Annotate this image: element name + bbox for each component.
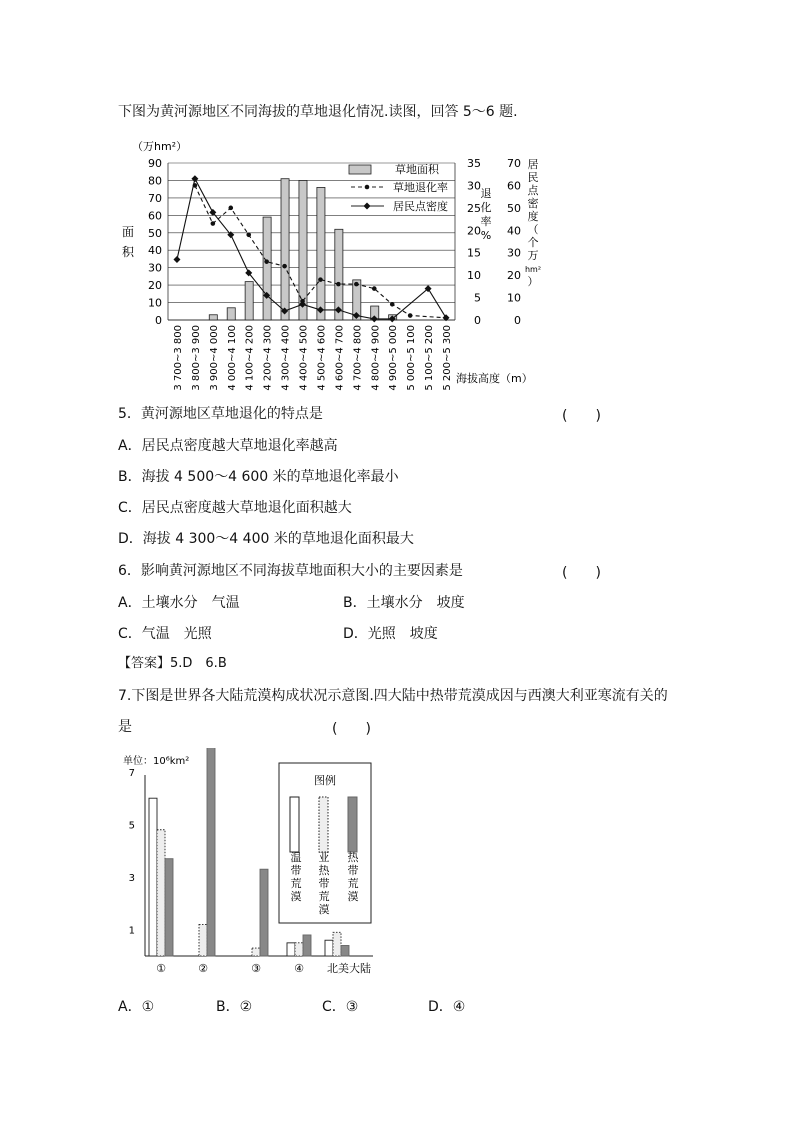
chart-desert-composition bbox=[118, 748, 388, 980]
legend-title: 图例 bbox=[314, 774, 336, 787]
r1-label-char: 退 bbox=[480, 187, 492, 200]
chart2-x-tick: 北美大陆 bbox=[327, 962, 371, 975]
degradation-rate-point bbox=[211, 221, 216, 226]
left-tick-label: 70 bbox=[148, 191, 162, 205]
right-tick-label: 50 bbox=[507, 201, 521, 215]
legend-label-char: 荒 bbox=[318, 890, 330, 903]
mid-tick-label: 0 bbox=[474, 314, 481, 327]
right-tick-label: 70 bbox=[507, 157, 521, 170]
x-tick-label: 4 500~4 600 bbox=[316, 325, 328, 391]
legend-label-char: 温 bbox=[290, 851, 302, 864]
q5-stem: 5．黄河源地区草地退化的特点是 bbox=[118, 406, 323, 422]
q7-stem-line1: 7.下图是世界各大陆荒漠构成状况示意图.四大陆中热带荒漠成因与西澳大利亚寒流有关的 bbox=[118, 688, 668, 704]
chart-grassland-degradation bbox=[118, 132, 548, 394]
bar-热带荒漠 bbox=[260, 869, 268, 956]
q6-option-c: C．气温 光照 bbox=[118, 626, 212, 642]
settlement-density-point bbox=[173, 256, 180, 263]
x-tick-label: 3 800~3 900 bbox=[190, 325, 202, 391]
q7-stem-line2: 是 bbox=[118, 719, 132, 735]
bar-亚热带荒漠 bbox=[157, 830, 165, 956]
settlement-density-point bbox=[191, 175, 198, 182]
right-tick-label: 10 bbox=[507, 291, 521, 305]
degradation-rate-point bbox=[390, 302, 395, 307]
q7-option-d: D．④ bbox=[428, 999, 466, 1015]
mid-tick-label: 10 bbox=[467, 269, 481, 283]
q5-paren: ( ) bbox=[562, 408, 601, 424]
bar-热带荒漠 bbox=[207, 748, 215, 956]
q6-paren: ( ) bbox=[562, 565, 601, 581]
legend-label-char: 带 bbox=[290, 864, 302, 877]
x-tick-label: 4 300~4 400 bbox=[280, 325, 292, 391]
degradation-rate-point bbox=[354, 282, 359, 287]
q7-option-b: B．② bbox=[216, 999, 253, 1015]
q6-option-b: B．土壤水分 坡度 bbox=[343, 595, 465, 611]
degradation-rate-point bbox=[318, 277, 323, 282]
intro-text: 下图为黄河源地区不同海拔的草地退化情况.读图，回答 5～6 题. bbox=[118, 104, 518, 120]
legend-label-char: 漠 bbox=[318, 903, 330, 916]
x-tick-label: 4 700~4 800 bbox=[352, 325, 364, 391]
r1-label-char: % bbox=[480, 229, 492, 242]
right-tick-label: 0 bbox=[514, 314, 521, 327]
chart2-y-ticks bbox=[129, 768, 135, 937]
r2-label-char: 民 bbox=[527, 171, 539, 184]
chart1-r1-label bbox=[481, 187, 492, 242]
left-tick-label: 60 bbox=[148, 209, 162, 223]
bar-3900~4000 bbox=[209, 315, 217, 320]
r2-label-char: ） bbox=[527, 275, 539, 288]
degradation-rate-point bbox=[282, 264, 287, 269]
right-tick-label: 30 bbox=[507, 246, 521, 260]
right-tick-label: 40 bbox=[507, 224, 521, 238]
legend-swatch-tropical bbox=[348, 797, 357, 852]
chart2-legend bbox=[279, 763, 371, 923]
chart1-left-ticks bbox=[148, 157, 162, 327]
bar-亚热带荒漠 bbox=[252, 948, 260, 956]
x-tick-label: 3 900~4 000 bbox=[208, 325, 220, 391]
legend-label-char: 荒 bbox=[347, 877, 359, 890]
legend-label-char: 带 bbox=[347, 864, 359, 877]
chart2-y-tick: 3 bbox=[128, 873, 135, 885]
chart2-axes bbox=[145, 775, 373, 956]
left-tick-label: 20 bbox=[148, 279, 162, 293]
bar-温带荒漠 bbox=[149, 798, 157, 956]
x-tick-label: 4 800~4 900 bbox=[370, 325, 382, 391]
left-tick-label: 0 bbox=[155, 314, 162, 327]
left-tick-label: 40 bbox=[148, 244, 162, 258]
r1-label-char: 化 bbox=[480, 201, 492, 214]
degradation-rate-point bbox=[408, 313, 413, 318]
chart2-legend-labels bbox=[291, 850, 360, 916]
legend-label-char: 带 bbox=[318, 877, 330, 890]
bar-4300~4400 bbox=[281, 179, 289, 320]
legend-bar-label: 草地面积 bbox=[395, 163, 439, 176]
r2-label-char: 居 bbox=[527, 158, 539, 171]
r2-label-char: 点 bbox=[527, 184, 539, 197]
q6-stem: 6．影响黄河源地区不同海拔草地面积大小的主要因素是 bbox=[118, 563, 463, 579]
x-tick-label: 4 600~4 700 bbox=[334, 325, 346, 391]
q6-option-a: A．土壤水分 气温 bbox=[118, 595, 240, 611]
q5-option-d: D．海拔 4 300～4 400 米的草地退化面积最大 bbox=[118, 531, 414, 547]
chart2-x-tick: ② bbox=[198, 962, 208, 975]
chart2-unit: 单位：10⁶km² bbox=[123, 756, 190, 767]
r2-label-char: （ bbox=[527, 223, 539, 236]
chart1-x-ticks bbox=[173, 325, 453, 391]
chart2-x-tick: ① bbox=[156, 962, 166, 975]
left-tick-label: 30 bbox=[148, 261, 162, 275]
x-tick-label: 5 100~5 200 bbox=[424, 325, 436, 391]
answer-line: 【答案】5.D 6.B bbox=[118, 656, 227, 671]
legend-label-char: 亚 bbox=[318, 851, 330, 864]
mid-tick-label: 5 bbox=[474, 291, 481, 305]
bar-亚热带荒漠 bbox=[295, 943, 303, 956]
mid-tick-label: 35 bbox=[467, 157, 481, 170]
x-tick-label: 4 400~4 500 bbox=[298, 325, 310, 391]
legend-label-char: 漠 bbox=[347, 890, 359, 903]
mid-tick-label: 20 bbox=[467, 224, 481, 238]
bar-4500~4600 bbox=[317, 187, 325, 320]
x-tick-label: 4 100~4 200 bbox=[244, 325, 256, 391]
legend-line1-label: 草地退化率 bbox=[393, 181, 448, 194]
bar-温带荒漠 bbox=[287, 943, 295, 956]
q7-option-a: A．① bbox=[118, 999, 155, 1015]
degradation-rate-point bbox=[264, 259, 269, 264]
q7-option-c: C．③ bbox=[322, 999, 359, 1015]
bar-4100~4200 bbox=[245, 282, 253, 320]
chart2-x-tick: ④ bbox=[294, 962, 304, 975]
legend-label-char: 荒 bbox=[290, 877, 302, 890]
bar-4000~4100 bbox=[227, 308, 235, 320]
x-tick-label: 5 000~5 100 bbox=[406, 325, 418, 391]
left-tick-label: 90 bbox=[148, 157, 162, 170]
bar-亚热带荒漠 bbox=[333, 932, 341, 956]
chart2-y-tick: 7 bbox=[128, 767, 135, 779]
q5-option-a: A．居民点密度越大草地退化率越高 bbox=[118, 438, 338, 454]
chart1-r2-label bbox=[525, 158, 541, 288]
chart1-y-unit: （万hm²） bbox=[132, 140, 188, 153]
x-tick-label: 4 200~4 300 bbox=[262, 325, 274, 391]
mid-tick-label: 15 bbox=[467, 246, 481, 260]
chart2-x-ticks bbox=[156, 961, 371, 975]
legend-line1-marker bbox=[365, 185, 370, 190]
legend-label-char: 热 bbox=[318, 864, 330, 877]
degradation-rate-point bbox=[246, 232, 251, 237]
legend-bar-swatch bbox=[349, 165, 371, 174]
chart2-y-tick: 1 bbox=[128, 925, 135, 937]
right-tick-label: 60 bbox=[507, 179, 521, 193]
legend-label-char: 漠 bbox=[290, 890, 302, 903]
bar-4600~4700 bbox=[335, 229, 343, 320]
bar-热带荒漠 bbox=[165, 859, 173, 956]
chart1-ylabel-char-2: 积 bbox=[122, 245, 135, 259]
r2-label-char: 万 bbox=[527, 249, 539, 262]
chart1-lines bbox=[173, 175, 449, 322]
r2-label-char: 密 bbox=[527, 197, 539, 210]
chart2-x-tick: ③ bbox=[251, 962, 261, 975]
mid-tick-label: 25 bbox=[467, 201, 481, 215]
bar-热带荒漠 bbox=[303, 935, 311, 956]
bar-亚热带荒漠 bbox=[199, 924, 207, 956]
right-tick-label: 20 bbox=[507, 269, 521, 283]
left-tick-label: 50 bbox=[148, 226, 162, 240]
left-tick-label: 80 bbox=[148, 174, 162, 188]
mid-tick-label: 30 bbox=[467, 179, 481, 193]
x-tick-label: 4 900~5 000 bbox=[388, 325, 400, 391]
r2-label-char: 个 bbox=[527, 236, 539, 249]
q7-paren: ( ) bbox=[332, 721, 371, 737]
chart1-right-ticks bbox=[507, 157, 521, 327]
q5-option-c: C．居民点密度越大草地退化面积越大 bbox=[118, 500, 352, 516]
degradation-rate-point bbox=[372, 286, 377, 291]
bar-热带荒漠 bbox=[341, 945, 349, 956]
r1-label-char: 率 bbox=[480, 215, 492, 228]
chart1-ylabel-char-1: 面 bbox=[122, 225, 135, 239]
legend-label-char: 热 bbox=[347, 851, 359, 864]
legend-swatch-temperate bbox=[290, 797, 299, 852]
chart1-legend bbox=[349, 162, 448, 213]
bar-温带荒漠 bbox=[325, 940, 333, 956]
left-tick-label: 10 bbox=[148, 296, 162, 310]
bar-4200~4300 bbox=[263, 217, 271, 320]
x-tick-label: 4 000~4 100 bbox=[226, 325, 238, 391]
chart2-y-tick: 5 bbox=[128, 820, 135, 832]
degradation-rate-point bbox=[336, 282, 341, 287]
chart1-mid-ticks bbox=[467, 157, 481, 327]
degradation-rate-point bbox=[228, 206, 233, 211]
x-tick-label: 5 200~5 300 bbox=[442, 325, 454, 391]
legend-swatch-subtropical bbox=[319, 797, 328, 852]
legend-line2-label: 居民点密度 bbox=[393, 200, 448, 213]
x-tick-label: 3 700~3 800 bbox=[172, 325, 184, 391]
r2-label-char: 度 bbox=[527, 210, 539, 223]
q6-option-d: D．光照 坡度 bbox=[343, 626, 438, 642]
r2-label-char: hm² bbox=[524, 265, 542, 274]
legend-line2-marker bbox=[364, 203, 371, 210]
q5-option-b: B．海拔 4 500～4 600 米的草地退化率最小 bbox=[118, 469, 399, 485]
chart1-xlabel: 海拔高度（m） bbox=[456, 372, 533, 385]
